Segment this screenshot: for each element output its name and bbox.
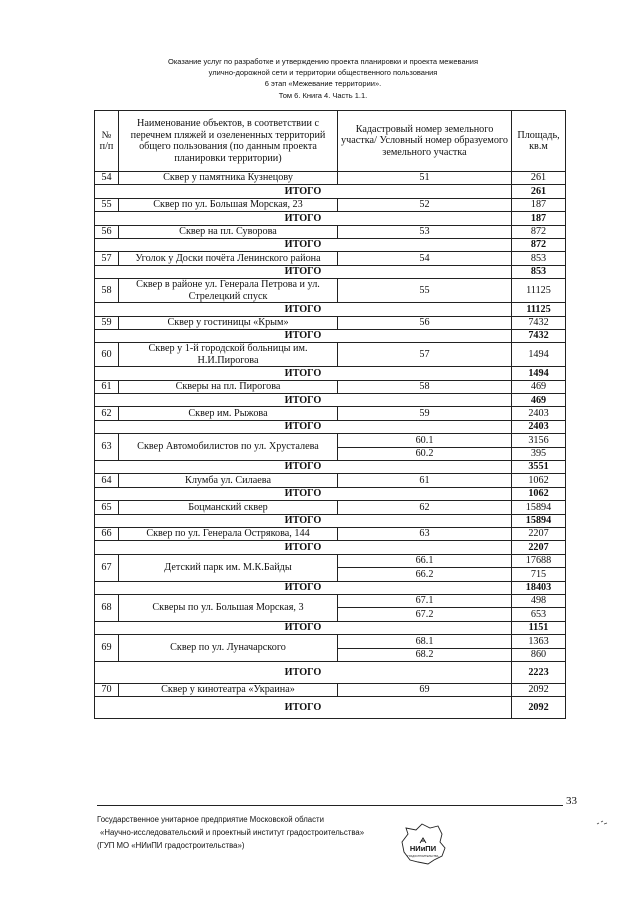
cadastral-number: 55: [338, 279, 512, 303]
area-value: 469: [512, 380, 566, 393]
document-footer: [97, 813, 364, 853]
table-row: [95, 225, 566, 238]
cadastral-number: 68.1: [338, 635, 512, 648]
area-value: 715: [512, 568, 566, 581]
total-row: [95, 661, 566, 683]
cadastral-number: 57: [338, 343, 512, 367]
row-number: 59: [95, 316, 119, 329]
cadastral-number: 66.1: [338, 554, 512, 567]
total-row: [95, 238, 566, 251]
object-name: Сквер в районе ул. Генерала Петрова и ул. Стрелецкий спуск: [119, 279, 338, 303]
cadastral-number: 54: [338, 252, 512, 265]
total-label: ИТОГО: [95, 185, 512, 198]
total-row: [95, 367, 566, 380]
total-area: 11125: [512, 303, 566, 316]
cadastral-number: 51: [338, 172, 512, 185]
object-name: Детский парк им. М.К.Байды: [119, 554, 338, 581]
total-area: 1494: [512, 367, 566, 380]
total-area: 872: [512, 238, 566, 251]
total-label: ИТОГО: [95, 487, 512, 500]
column-header-name: Наименование объектов, в соответствии с перечнем пляжей и озелененных территорий общего пользования (по данным проекта планировки территории): [119, 111, 338, 172]
total-area: 2207: [512, 541, 566, 554]
object-name: Сквер по ул. Генерала Острякова, 144: [119, 527, 338, 540]
cadastral-number: 56: [338, 316, 512, 329]
row-number: 62: [95, 407, 119, 420]
object-name: Сквер у кинотеатра «Украина»: [119, 683, 338, 696]
cadastral-number: 61: [338, 474, 512, 487]
cadastral-number: 60.1: [338, 434, 512, 447]
total-area: 1062: [512, 487, 566, 500]
register-table: [94, 110, 566, 719]
cadastral-number: 67.2: [338, 608, 512, 621]
table-row: [95, 343, 566, 367]
total-label: ИТОГО: [95, 238, 512, 251]
total-row: [95, 581, 566, 594]
header-line-2: улично-дорожной сети и территории общественного пользования: [208, 68, 438, 78]
row-number: 69: [95, 635, 119, 662]
total-area: 15894: [512, 514, 566, 527]
total-row: [95, 420, 566, 433]
footer-line-2: «Научно-исследовательский и проектный институт градостроительства»: [100, 828, 365, 838]
total-label: ИТОГО: [95, 661, 512, 683]
row-number: 64: [95, 474, 119, 487]
total-row: [95, 487, 566, 500]
row-number: 65: [95, 501, 119, 514]
table-row: [95, 407, 566, 420]
object-name: Скверы на пл. Пирогова: [119, 380, 338, 393]
total-area: 2223: [512, 661, 566, 683]
area-value: 1062: [512, 474, 566, 487]
area-value: 3156: [512, 434, 566, 447]
total-area: 187: [512, 212, 566, 225]
table-body: [95, 172, 566, 719]
table-header-row: [95, 111, 566, 172]
page-number: 33: [566, 795, 577, 807]
object-name: Скверы по ул. Большая Морская, 3: [119, 594, 338, 621]
area-value: 860: [512, 648, 566, 661]
table-row: [95, 501, 566, 514]
pen-mark: [596, 818, 608, 828]
total-row: [95, 461, 566, 474]
table-row: [95, 594, 566, 607]
cadastral-number: 66.2: [338, 568, 512, 581]
area-value: 1363: [512, 635, 566, 648]
institute-logo: [398, 822, 448, 866]
total-area: 853: [512, 265, 566, 278]
total-label: ИТОГО: [95, 329, 512, 342]
table-row: [95, 279, 566, 303]
table-row: [95, 434, 566, 447]
total-label: ИТОГО: [95, 461, 512, 474]
cadastral-number: 52: [338, 198, 512, 211]
column-header-number: № п/п: [95, 111, 119, 172]
total-label: ИТОГО: [95, 303, 512, 316]
header-line-1: Оказание услуг по разработке и утверждению проекта планировки и проекта межевания: [167, 57, 479, 66]
total-row: [95, 541, 566, 554]
total-label: ИТОГО: [95, 394, 512, 407]
logo-text: НИиПИ: [409, 844, 437, 853]
total-area: 1151: [512, 621, 566, 634]
total-label: ИТОГО: [95, 514, 512, 527]
table-row: [95, 635, 566, 648]
total-label: ИТОГО: [95, 541, 512, 554]
total-row: [95, 185, 566, 198]
total-area: 18403: [512, 581, 566, 594]
table-row: [95, 474, 566, 487]
footer-line-1: Государственное унитарное предприятие Московской области: [97, 815, 324, 824]
table-row: [95, 683, 566, 696]
table-row: [95, 172, 566, 185]
object-name: Клумба ул. Силаева: [119, 474, 338, 487]
total-label: ИТОГО: [95, 212, 512, 225]
area-value: 1494: [512, 343, 566, 367]
header-line-3: 6 этап «Межевание территории».: [264, 79, 382, 89]
object-name: Сквер им. Рыжова: [119, 407, 338, 420]
total-row: [95, 514, 566, 527]
row-number: 54: [95, 172, 119, 185]
total-area: 7432: [512, 329, 566, 342]
area-value: 653: [512, 608, 566, 621]
object-name: Боцманский сквер: [119, 501, 338, 514]
total-row: [95, 303, 566, 316]
total-row: [95, 394, 566, 407]
row-number: 57: [95, 252, 119, 265]
area-value: 261: [512, 172, 566, 185]
row-number: 61: [95, 380, 119, 393]
area-value: 2403: [512, 407, 566, 420]
object-name: Сквер у гостиницы «Крым»: [119, 316, 338, 329]
object-name: Уголок у Доски почёта Ленинского района: [119, 252, 338, 265]
logo-subtext: ГРАДОСТРОИТЕЛЬСТВА: [407, 855, 439, 858]
row-number: 60: [95, 343, 119, 367]
total-row: [95, 265, 566, 278]
document-header: [150, 56, 496, 101]
row-number: 66: [95, 527, 119, 540]
area-value: 853: [512, 252, 566, 265]
object-name: Сквер на пл. Суворова: [119, 225, 338, 238]
column-header-cadastral: Кадастровый номер земельного участка/ Условный номер образуемого земельного участка: [338, 111, 512, 172]
total-row: [95, 621, 566, 634]
object-name: Сквер Автомобилистов по ул. Хрусталева: [119, 434, 338, 461]
area-value: 872: [512, 225, 566, 238]
cadastral-number: 58: [338, 380, 512, 393]
row-number: 55: [95, 198, 119, 211]
table-row: [95, 316, 566, 329]
table-row: [95, 554, 566, 567]
cadastral-number: 60.2: [338, 447, 512, 460]
cadastral-number: 67.1: [338, 594, 512, 607]
total-area: 261: [512, 185, 566, 198]
total-label: ИТОГО: [95, 581, 512, 594]
column-header-area: Площадь, кв.м: [512, 111, 566, 172]
cadastral-number: 68.2: [338, 648, 512, 661]
table-row: [95, 252, 566, 265]
footer-divider: [97, 805, 563, 806]
object-name: Сквер по ул. Большая Морская, 23: [119, 198, 338, 211]
total-area: 3551: [512, 461, 566, 474]
object-name: Сквер у памятника Кузнецову: [119, 172, 338, 185]
area-value: 11125: [512, 279, 566, 303]
object-name: Сквер по ул. Луначарского: [119, 635, 338, 662]
area-value: 17688: [512, 554, 566, 567]
cadastral-number: 62: [338, 501, 512, 514]
total-area: 2092: [512, 697, 566, 719]
cadastral-number: 53: [338, 225, 512, 238]
table-row: [95, 198, 566, 211]
footer-line-3: (ГУП МО «НИиПИ градостроительства»): [97, 841, 245, 851]
area-value: 15894: [512, 501, 566, 514]
table-row: [95, 380, 566, 393]
total-label: ИТОГО: [95, 265, 512, 278]
row-number: 70: [95, 683, 119, 696]
total-area: 2403: [512, 420, 566, 433]
area-value: 187: [512, 198, 566, 211]
total-label: ИТОГО: [95, 621, 512, 634]
row-number: 68: [95, 594, 119, 621]
cadastral-number: 69: [338, 683, 512, 696]
cadastral-number: 59: [338, 407, 512, 420]
total-area: 469: [512, 394, 566, 407]
total-row: [95, 212, 566, 225]
total-label: ИТОГО: [95, 420, 512, 433]
area-value: 395: [512, 447, 566, 460]
cadastral-number: 63: [338, 527, 512, 540]
total-label: ИТОГО: [95, 697, 512, 719]
area-value: 2207: [512, 527, 566, 540]
row-number: 58: [95, 279, 119, 303]
total-label: ИТОГО: [95, 367, 512, 380]
area-value: 7432: [512, 316, 566, 329]
object-name: Сквер у 1-й городской больницы им. Н.И.Пирогова: [119, 343, 338, 367]
header-line-4: Том 6. Книга 4. Часть 1.1.: [278, 90, 368, 100]
row-number: 63: [95, 434, 119, 461]
total-row: [95, 329, 566, 342]
total-row: [95, 697, 566, 719]
row-number: 56: [95, 225, 119, 238]
table-row: [95, 527, 566, 540]
row-number: 67: [95, 554, 119, 581]
area-value: 2092: [512, 683, 566, 696]
area-value: 498: [512, 594, 566, 607]
